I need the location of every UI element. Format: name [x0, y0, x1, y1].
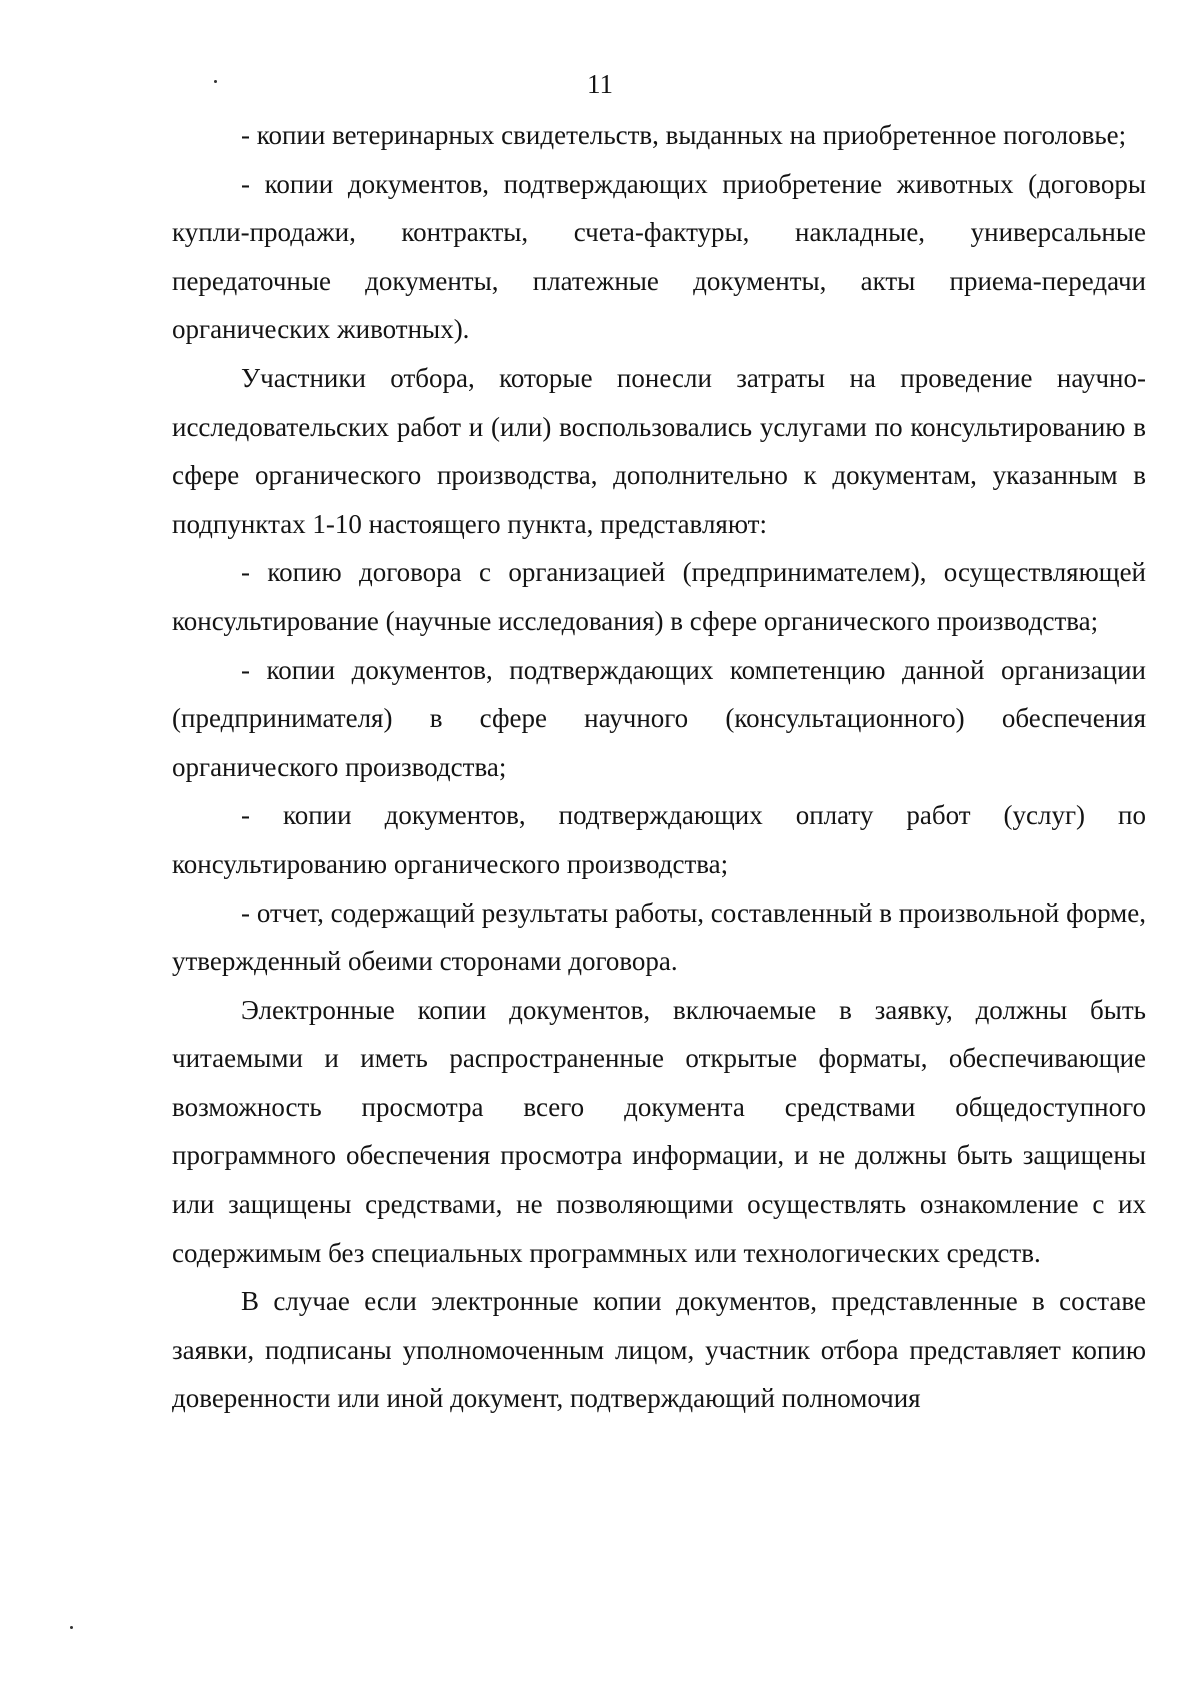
paragraph-electronic-copies: Электронные копии документов, включаемые в заявку, должны быть читаемыми и иметь распространенные открытые форматы, обеспечивающие возможность просмотра всего документа средствами общедоступного программного обеспечения просмотра информации, и не должны быть защищены или защищены средствами, не позволяющими осуществлять ознакомление с их содержимым без специальных программных или технологических средств.: [172, 994, 1146, 1268]
paragraph-competence-documents: - копии документов, подтверждающих компетенцию данной организации (предпринимателя) в сфере научного (консультационного) обеспечения органического производства;: [172, 654, 1146, 782]
paragraph-payment-documents: - копии документов, подтверждающих оплату работ (услуг) по консультированию органического производства;: [172, 800, 1146, 879]
paragraph-purchase-documents: - копии документов, подтверждающих приобретение животных (договоры купли-продажи, контракты, счета-фактуры, накладные, универсальные передаточные документы, платежные документы, акты приема-передачи органических животных).: [172, 168, 1146, 345]
paragraph-research-participants: Участники отбора, которые понесли затраты на проведение научно-исследовательских работ и (или) воспользовались услугами по консультированию в сфере органического производства, дополнительно к документам, указанным в подпунктах 1-10 настоящего пункта, представляют:: [172, 362, 1146, 539]
paragraph-work-report: - отчет, содержащий результаты работы, составленный в произвольной форме, утвержденный обеими сторонами договора.: [172, 897, 1146, 977]
paragraph-contract-copy: - копию договора с организацией (предпринимателем), осуществляющей консультирование (научные исследования) в сфере органического производства;: [172, 557, 1146, 636]
paragraph-vet-certificates: - копии ветеринарных свидетельств, выданных на приобретенное поголовье;: [241, 120, 1127, 150]
document-body: [172, 111, 1146, 1423]
page-number: 11: [587, 69, 613, 99]
paragraph-authorized-person: В случае если электронные копии документов, представленные в составе заявки, подписаны уполномоченным лицом, участник отбора представляет копию доверенности или иной документ, подтверждающий полномочия: [172, 1286, 1146, 1414]
